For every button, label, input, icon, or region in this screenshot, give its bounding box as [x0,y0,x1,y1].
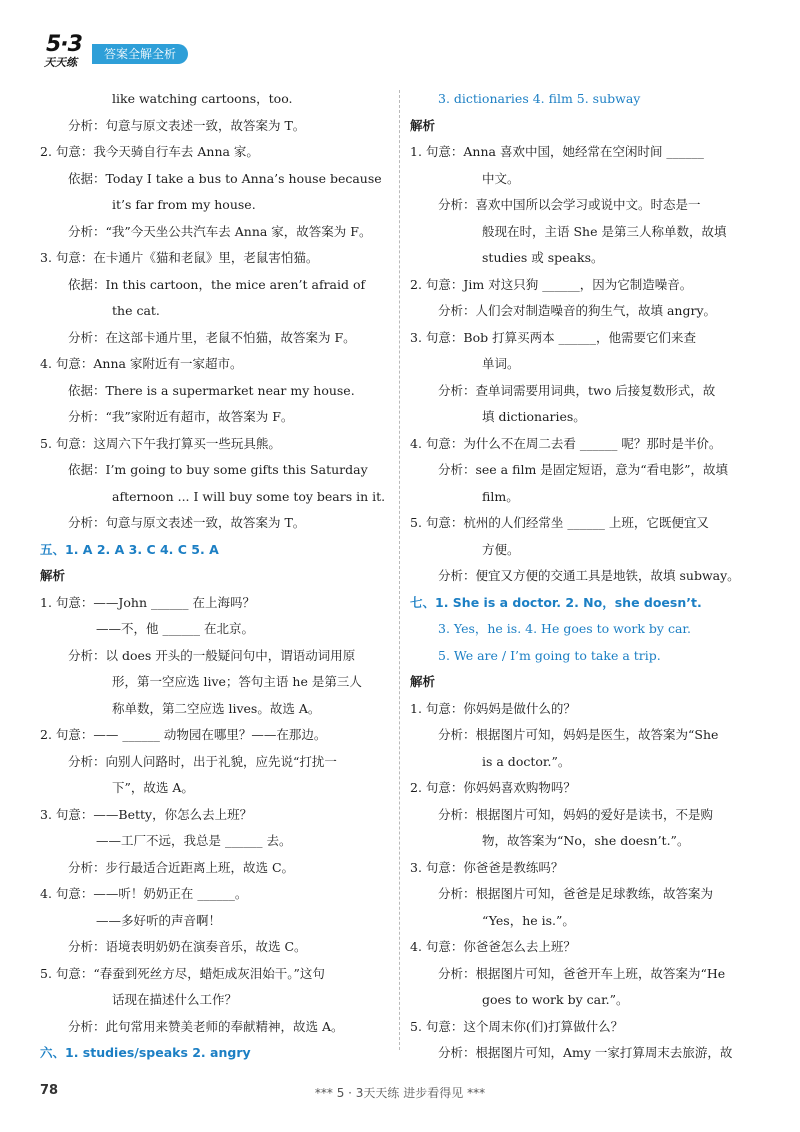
text-line: 5. 句意：这个周末你(们)打算做什么？ [410,1018,624,1034]
column-divider [399,90,400,1050]
text-line: 1. 句意：Anna 喜欢中国，她经常在空闲时间 ______ [410,144,704,159]
text-line: 3. 句意：你爸爸是教练吗？ [410,859,564,875]
text-line: 物，故答案为“No，she doesn’t.”。 [482,833,690,848]
text-line: 分析：此句常用来赞美老师的奉献精神，故选 A。 [68,1018,344,1034]
text-line: film。 [482,488,519,504]
text-line: 2. 句意：—— ______ 动物园在哪里？——在那边。 [40,727,327,742]
text-line: 分析：语境表明奶奶在演奏音乐，故选 C。 [68,939,307,954]
text-line: 依据：Today I take a bus to Anna’s house because [68,170,382,186]
logo-text: 天天练 [44,56,77,69]
text-line: 3. 句意：——Betty，你怎么去上班？ [40,806,253,822]
text-line: 分析：喜欢中国所以会学习或说中文。时态是一 [438,197,701,212]
text-line: 分析：查单词需要用词典，two 后接复数形式，故 [438,382,716,398]
text-line: 单词。 [482,356,520,371]
text-line: 分析：人们会对制造噪音的狗生气，故填 angry。 [438,303,717,318]
text-line: 3. 句意：在卡通片《猫和老鼠》里，老鼠害怕猫。 [40,250,319,265]
text-line: 5. 句意：“春蚕到死丝方尽，蜡炬成灰泪始干。”这句 [40,965,325,981]
text-line: studies 或 speaks。 [482,250,604,265]
answer-key-tag: 答案全解全析 [92,44,188,64]
text-line: 般现在时，主语 She 是第三人称单数，故填 [482,223,727,239]
text-line: 依据：There is a supermarket near my house. [68,382,355,398]
text-line: 依据：In this cartoon，the mice aren’t afraid of [68,276,366,292]
text-line: 1. 句意：你妈妈是做什么的？ [410,700,576,716]
text-line: 4. 句意：Anna 家附近有一家超市。 [40,356,243,371]
page-number: 78 [40,1083,59,1098]
text-line: 分析：句意与原文表述一致，故答案为 T。 [68,515,306,530]
text-line: 分析：根据图片可知，妈妈是医生，故答案为“She [438,727,719,742]
text-line: 3. Yes，he is. 4. He goes to work by car. [438,621,691,636]
text-line: 4. 句意：为什么不在周二去看 ______ 呢？那时是半价。 [410,435,722,451]
analysis-heading: 解析 [410,674,436,689]
text-line: 方便。 [482,541,520,557]
text-line: 分析：句意与原文表述一致，故答案为 T。 [68,117,306,133]
text-line: 1. 句意：——John ______ 在上海吗？ [40,594,255,610]
text-line: 分析：根据图片可知，爸爸是足球教练，故答案为 [438,886,714,901]
analysis-heading: 解析 [410,117,436,133]
text-line: afternoon ... I will buy some toy bears in it. [112,488,386,504]
text-line: 下”，故选 A。 [112,780,194,795]
text-line: 分析：根据图片可知，Amy 一家打算周末去旅游，故 [438,1045,733,1060]
text-line: 分析：在这部卡通片里，老鼠不怕猫，故答案为 F。 [68,329,356,345]
text-line: 分析：“我”家附近有超市，故答案为 F。 [68,409,294,424]
analysis-heading: 解析 [40,568,66,583]
brand-logo [42,34,96,74]
text-line: 2. 句意：你妈妈喜欢购物吗？ [410,780,576,795]
text-line: 分析：以 does 开头的一般疑问句中，谓语动词用原 [68,647,356,663]
text-line: 填 dictionaries。 [482,409,586,424]
text-line: 话现在描述什么工作？ [112,992,238,1007]
text-line: 5. 句意：这周六下午我打算买一些玩具熊。 [40,435,281,451]
text-line: 5. 句意：杭州的人们经常坐 ______ 上班，它既便宜又 [410,515,709,530]
text-line: 分析：便宜又方便的交通工具是地铁，故填 subway。 [438,568,740,583]
text-line: ——不，他 ______ 在北京。 [96,621,254,636]
text-line: 分析：see a film 是固定短语，意为“看电影”，故填 [438,462,729,477]
text-line: 中文。 [482,170,520,186]
text-line: 5. We are / I’m going to take a trip. [438,647,661,663]
text-line: 3. dictionaries 4. film 5. subway [438,91,641,106]
text-line: 称单数，第二空应选 lives。故选 A。 [112,700,321,716]
text-line: 4. 句意：——听！奶奶正在 ______。 [40,886,248,901]
text-line: 分析：根据图片可知，妈妈的爱好是读书，不是购 [438,806,714,822]
text-line: 分析：步行最适合近距离上班，故选 C。 [68,859,295,875]
text-line: “Yes，he is.”。 [482,912,575,928]
page-header [42,34,342,74]
text-line: 分析：根据图片可知，爸爸开车上班，故答案为“He [438,965,726,981]
text-line: 分析：“我”今天坐公共汽车去 Anna 家，故答案为 F。 [68,223,372,239]
left-column [40,86,390,1067]
section-answers: 五、1. A 2. A 3. C 4. C 5. A [40,541,219,557]
text-line: goes to work by car.”。 [482,992,629,1007]
footer-slogan: *** 5 · 3天天练 进步看得见 *** [314,1086,486,1100]
text-line: 2. 句意：Jim 对这只狗 ______，因为它制造噪音。 [410,276,693,292]
text-line: the cat. [112,303,160,318]
text-line: ——工厂不远，我总是 ______ 去。 [96,833,292,848]
section-answers: 六、1. studies/speaks 2. angry [40,1045,251,1060]
text-line: it’s far from my house. [112,197,256,212]
text-line: 4. 句意：你爸爸怎么去上班？ [410,939,576,954]
text-line: 分析：向别人问路时，出于礼貌，应先说“打扰一 [68,753,337,769]
text-line: 3. 句意：Bob 打算买两本 ______，他需要它们来查 [410,329,697,345]
text-line: 依据：I’m going to buy some gifts this Saturday [68,462,368,477]
text-line: like watching cartoons，too. [112,91,293,106]
section-answers: 七、1. She is a doctor. 2. No，she doesn’t. [410,594,702,610]
text-line: ——多好听的声音啊！ [96,912,222,928]
text-line: is a doctor.”。 [482,753,571,769]
logo-number: 5·3 [46,32,82,57]
text-line: 2. 句意：我今天骑自行车去 Anna 家。 [40,144,259,159]
right-column [410,86,760,1067]
text-line: 形，第一空应选 live；答句主语 he 是第三人 [112,674,362,689]
